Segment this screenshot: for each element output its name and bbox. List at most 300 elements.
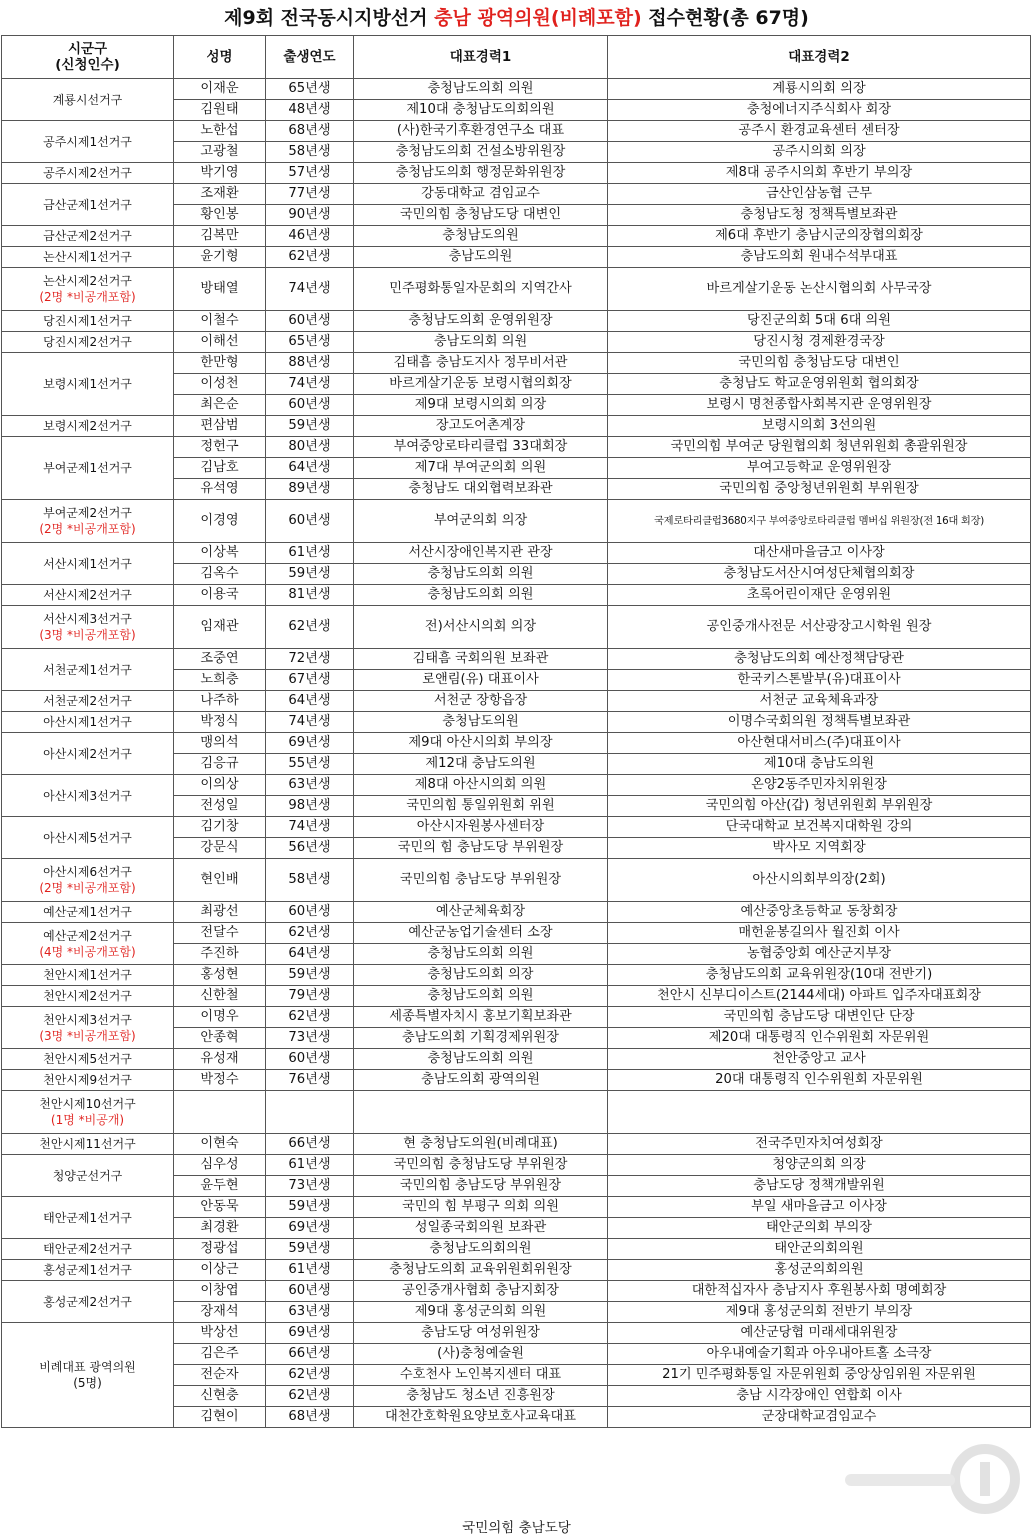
career1-cell: 제9대 아산시의회 부의장	[354, 733, 608, 754]
career1-cell: 제10대 충청남도의회의원	[354, 100, 608, 121]
birth-cell: 79년생	[266, 986, 354, 1007]
district-cell	[2, 268, 174, 311]
career1-cell: 국민의힘 충청남도당 부위원장	[354, 1155, 608, 1176]
birth-cell: 58년생	[266, 142, 354, 163]
name-cell: 맹의석	[174, 733, 266, 754]
district-name: 공주시제1선거구	[43, 134, 132, 149]
career2-cell: 농협중앙회 예산군지부장	[608, 944, 1031, 965]
header-district-sub: (신청인수)	[55, 57, 120, 73]
name-cell: 김기창	[174, 817, 266, 838]
district-cell	[2, 986, 174, 1007]
birth-cell: 60년생	[266, 311, 354, 332]
birth-cell: 69년생	[266, 1218, 354, 1239]
district-cell	[2, 691, 174, 712]
name-cell: 이해선	[174, 332, 266, 353]
career1-cell: 국민의힘 충남도당 부위원장	[354, 859, 608, 902]
district-cell	[2, 79, 174, 121]
district-cell	[2, 1134, 174, 1155]
table-row	[2, 859, 1031, 902]
career2-cell: 충남 시각장애인 연합회 이사	[608, 1386, 1031, 1407]
name-cell: 홍성현	[174, 965, 266, 986]
birth-cell: 69년생	[266, 733, 354, 754]
birth-cell: 64년생	[266, 691, 354, 712]
career1-cell: 충청남도의회 의원	[354, 564, 608, 585]
table-row	[2, 121, 1031, 142]
name-cell: 노한섭	[174, 121, 266, 142]
district-name: 서산시제3선거구	[43, 612, 132, 626]
district-name: 태안군제2선거구	[43, 1242, 132, 1256]
career1-cell: 충남도의회 의원	[354, 332, 608, 353]
district-cell	[2, 859, 174, 902]
career2-cell: 아산시의회부의장(2회)	[608, 859, 1031, 902]
birth-cell: 60년생	[266, 395, 354, 416]
career2-cell: 단국대학교 보건복지대학원 강의	[608, 817, 1031, 838]
name-cell: 안동묵	[174, 1197, 266, 1218]
title-highlight: 충남 광역의원(비례포함)	[434, 7, 642, 29]
table-row	[2, 247, 1031, 268]
district-name: 비례대표 광역의원	[39, 1360, 136, 1374]
career2-cell: 홍성군의회의원	[608, 1260, 1031, 1281]
birth-cell: 64년생	[266, 458, 354, 479]
career2-cell: 국민의힘 중앙청년위원회 부위원장	[608, 479, 1031, 500]
birth-cell: 60년생	[266, 1281, 354, 1302]
birth-cell: 62년생	[266, 1386, 354, 1407]
birth-cell: 81년생	[266, 585, 354, 606]
district-name: 금산군제2선거구	[43, 229, 132, 243]
name-cell: 안종혁	[174, 1028, 266, 1049]
career2-cell: 계룡시의회 의장	[608, 79, 1031, 100]
name-cell: 박정식	[174, 712, 266, 733]
career1-cell: 제8대 아산시의회 의원	[354, 775, 608, 796]
district-name: 아산시제5선거구	[43, 830, 132, 845]
birth-cell: 74년생	[266, 268, 354, 311]
career2-cell: 제20대 대통령직 인수위원회 자문위원	[608, 1028, 1031, 1049]
career1-cell: 예산군농업기술센터 소장	[354, 923, 608, 944]
birth-cell: 62년생	[266, 606, 354, 649]
career1-cell: 서천군 장항읍장	[354, 691, 608, 712]
name-cell: 이명우	[174, 1007, 266, 1028]
career2-cell: 금산인삼농협 근무	[608, 184, 1031, 205]
career2-cell: 국제로타리클럽3680지구 부여중앙로타리클럽 멤버십 위원장(전 16대 회장)	[608, 500, 1031, 543]
career1-cell: 김태흠 국회의원 보좌관	[354, 649, 608, 670]
birth-cell: 55년생	[266, 754, 354, 775]
career1-cell: 충청남도의회 교육위원회위원장	[354, 1260, 608, 1281]
name-cell: 이의상	[174, 775, 266, 796]
table-row	[2, 733, 1031, 754]
name-cell: 고광철	[174, 142, 266, 163]
name-cell: 김원태	[174, 100, 266, 121]
district-name: 천안시제3선거구	[43, 1012, 132, 1027]
name-cell: 노희충	[174, 670, 266, 691]
table-row	[2, 986, 1031, 1007]
name-cell: 최경환	[174, 1218, 266, 1239]
table-row	[2, 332, 1031, 353]
name-cell: 이상복	[174, 543, 266, 564]
career1-cell: 충청남도의회 건설소방위원장	[354, 142, 608, 163]
table-row	[2, 902, 1031, 923]
district-name: 서산시제2선거구	[43, 588, 132, 602]
district-cell	[2, 1049, 174, 1070]
table-row	[2, 1134, 1031, 1155]
birth-cell: 77년생	[266, 184, 354, 205]
career1-cell: 세종특별자치시 홍보기획보좌관	[354, 1007, 608, 1028]
district-cell	[2, 712, 174, 733]
career2-cell	[608, 1091, 1031, 1134]
birth-cell: 60년생	[266, 500, 354, 543]
birth-cell: 63년생	[266, 775, 354, 796]
career2-cell: 매헌윤봉길의사 월진회 이사	[608, 923, 1031, 944]
page-title	[0, 6, 1033, 30]
district-cell	[2, 1323, 174, 1428]
career1-cell: 수호천사 노인복지센터 대표	[354, 1365, 608, 1386]
district-cell	[2, 121, 174, 163]
career1-cell: 충청남도 청소년 진흥원장	[354, 1386, 608, 1407]
district-name: 아산시제6선거구	[43, 865, 132, 879]
birth-cell: 59년생	[266, 1239, 354, 1260]
career1-cell: 제7대 부여군의회 의원	[354, 458, 608, 479]
career1-cell: 대천간호학원요양보호사교육대표	[354, 1407, 608, 1428]
table-row	[2, 184, 1031, 205]
district-name: 보령시제1선거구	[43, 377, 132, 391]
career2-cell: 공주시의회 의장	[608, 142, 1031, 163]
district-cell	[2, 1281, 174, 1323]
career2-cell: 제9대 홍성군의회 전반기 부의장	[608, 1302, 1031, 1323]
table-row	[2, 923, 1031, 944]
career2-cell: 충청남도의회 예산정책담당관	[608, 649, 1031, 670]
table-row	[2, 416, 1031, 437]
birth-cell: 89년생	[266, 479, 354, 500]
career2-cell: 초록어린이재단 운영위원	[608, 585, 1031, 606]
career2-cell: 바르게살기운동 논산시협의회 사무국장	[608, 268, 1031, 311]
district-name: 금산군제1선거구	[43, 197, 132, 212]
career2-cell: 충남도당 정책개발위원	[608, 1176, 1031, 1197]
table-row	[2, 163, 1031, 184]
career1-cell: 국민의 힘 충남도당 부위원장	[354, 838, 608, 859]
career1-cell: 충남도의원	[354, 247, 608, 268]
table-row	[2, 775, 1031, 796]
table-row	[2, 691, 1031, 712]
name-cell: 유성재	[174, 1049, 266, 1070]
district-cell	[2, 500, 174, 543]
career2-cell: 박사모 지역회장	[608, 838, 1031, 859]
name-cell: 이재운	[174, 79, 266, 100]
career2-cell: 예산중앙초등학교 동창회장	[608, 902, 1031, 923]
birth-cell: 73년생	[266, 1028, 354, 1049]
district-cell	[2, 184, 174, 226]
name-cell: 한만형	[174, 353, 266, 374]
table-row	[2, 1049, 1031, 1070]
district-note: (2명 *비공개포함)	[39, 522, 136, 536]
birth-cell: 48년생	[266, 100, 354, 121]
career2-cell: 공인중개사전문 서산광장고시학원 원장	[608, 606, 1031, 649]
career1-cell: 민주평화통일자문회의 지역간사	[354, 268, 608, 311]
birth-cell: 66년생	[266, 1344, 354, 1365]
career2-cell: 청양군의회 의장	[608, 1155, 1031, 1176]
career1-cell: 성일종국회의원 보좌관	[354, 1218, 608, 1239]
birth-cell: 61년생	[266, 1155, 354, 1176]
career2-cell: 당진군의회 5대 6대 의원	[608, 311, 1031, 332]
career2-cell: 충청남도 학교운영위원회 협의회장	[608, 374, 1031, 395]
career1-cell: 충청남도의회의원	[354, 1239, 608, 1260]
career2-cell: 천안중앙고 교사	[608, 1049, 1031, 1070]
name-cell: 김옥수	[174, 564, 266, 585]
district-note: (3명 *비공개포함)	[39, 628, 136, 642]
district-cell	[2, 1239, 174, 1260]
table-row	[2, 500, 1031, 543]
candidate-table	[1, 35, 1031, 1428]
career2-cell: 대한적십자사 충남지사 후원봉사회 명예회장	[608, 1281, 1031, 1302]
career1-cell: 충청남도의회 의원	[354, 1049, 608, 1070]
district-name: 홍성군제2선거구	[43, 1294, 132, 1309]
header-birth: 출생연도	[266, 36, 354, 79]
name-cell: 김은주	[174, 1344, 266, 1365]
career2-cell: 국민의힘 충청남도당 대변인	[608, 353, 1031, 374]
career2-cell: 제8대 공주시의회 후반기 부의장	[608, 163, 1031, 184]
district-name: 천안시제1선거구	[43, 968, 132, 982]
birth-cell: 90년생	[266, 205, 354, 226]
district-cell	[2, 649, 174, 691]
birth-cell: 46년생	[266, 226, 354, 247]
district-cell	[2, 775, 174, 817]
career2-cell: 전국주민자치여성회장	[608, 1134, 1031, 1155]
birth-cell: 63년생	[266, 1302, 354, 1323]
name-cell: 전달수	[174, 923, 266, 944]
district-cell	[2, 437, 174, 500]
career2-cell: 보령시의회 3선의원	[608, 416, 1031, 437]
table-row	[2, 1091, 1031, 1134]
career1-cell: 제12대 충남도의원	[354, 754, 608, 775]
career1-cell: 바르게살기운동 보령시협의회장	[354, 374, 608, 395]
table-header-row	[2, 36, 1031, 79]
career1-cell: 충청남도의회 의장	[354, 965, 608, 986]
birth-cell: 62년생	[266, 247, 354, 268]
name-cell: 나주하	[174, 691, 266, 712]
district-cell	[2, 1091, 174, 1134]
table-row	[2, 1155, 1031, 1176]
career2-cell: 제10대 충남도의원	[608, 754, 1031, 775]
career1-cell: 국민의힘 충남도당 부위원장	[354, 1176, 608, 1197]
district-name: 서천군제1선거구	[43, 662, 132, 677]
career1-cell: 국민의힘 충청남도당 대변인	[354, 205, 608, 226]
birth-cell: 76년생	[266, 1070, 354, 1091]
career1-cell: 부여중앙로타리클럽 33대회장	[354, 437, 608, 458]
career1-cell: 강동대학교 겸임교수	[354, 184, 608, 205]
career1-cell: 충청남도의회 의원	[354, 585, 608, 606]
name-cell: 편삼범	[174, 416, 266, 437]
name-cell: 이철수	[174, 311, 266, 332]
name-cell: 윤기형	[174, 247, 266, 268]
career2-cell: 제6대 후반기 충남시군의장협의회장	[608, 226, 1031, 247]
birth-cell: 88년생	[266, 353, 354, 374]
birth-cell: 62년생	[266, 923, 354, 944]
career1-cell: 충청남도의회 운영위원장	[354, 311, 608, 332]
career1-cell: 제9대 보령시의회 의장	[354, 395, 608, 416]
career2-cell: 충청남도청 정책특별보좌관	[608, 205, 1031, 226]
birth-cell: 74년생	[266, 374, 354, 395]
career1-cell: 로앤림(유) 대표이사	[354, 670, 608, 691]
birth-cell: 60년생	[266, 902, 354, 923]
birth-cell: 64년생	[266, 944, 354, 965]
name-cell: 김응규	[174, 754, 266, 775]
name-cell: 윤두현	[174, 1176, 266, 1197]
career2-cell: 서천군 교육체육과장	[608, 691, 1031, 712]
district-name: 아산시제1선거구	[43, 715, 132, 729]
district-name: 천안시제11선거구	[39, 1137, 136, 1151]
birth-cell	[266, 1091, 354, 1134]
table-row	[2, 1070, 1031, 1091]
district-name: 부여군제1선거구	[43, 461, 132, 475]
name-cell: 현인배	[174, 859, 266, 902]
name-cell: 조재환	[174, 184, 266, 205]
name-cell: 박정수	[174, 1070, 266, 1091]
name-cell: 심우성	[174, 1155, 266, 1176]
name-cell: 신현충	[174, 1386, 266, 1407]
career2-cell: 충청남도서산시여성단체협의회장	[608, 564, 1031, 585]
career1-cell: (사)충청예술원	[354, 1344, 608, 1365]
district-name: 보령시제2선거구	[43, 419, 132, 433]
career2-cell: 아우내예술기획과 아우내아트홀 소극장	[608, 1344, 1031, 1365]
news-logo-watermark	[835, 1444, 1025, 1514]
name-cell: 김남호	[174, 458, 266, 479]
table-row	[2, 1239, 1031, 1260]
district-name: 아산시제3선거구	[43, 788, 132, 803]
birth-cell: 59년생	[266, 564, 354, 585]
table-row	[2, 1323, 1031, 1344]
career2-cell: 당진시청 경제환경국장	[608, 332, 1031, 353]
birth-cell: 66년생	[266, 1134, 354, 1155]
table-row	[2, 311, 1031, 332]
birth-cell: 73년생	[266, 1176, 354, 1197]
district-cell	[2, 1007, 174, 1049]
table-row	[2, 79, 1031, 100]
table-body	[2, 79, 1031, 1428]
birth-cell: 58년생	[266, 859, 354, 902]
district-cell	[2, 226, 174, 247]
district-cell	[2, 332, 174, 353]
district-cell	[2, 247, 174, 268]
career1-cell: 충청남도 대외협력보좌관	[354, 479, 608, 500]
district-note: (4명 *비공개포함)	[39, 944, 136, 959]
career1-cell: 서산시장애인복지관 관장	[354, 543, 608, 564]
career2-cell: 군장대학교겸임교수	[608, 1407, 1031, 1428]
table-row	[2, 543, 1031, 564]
district-name: 논산시제2선거구	[43, 274, 132, 288]
district-name: 서산시제1선거구	[43, 556, 132, 571]
district-cell	[2, 1155, 174, 1197]
career1-cell: 충청남도의원	[354, 226, 608, 247]
district-cell	[2, 733, 174, 775]
district-name: 홍성군제1선거구	[43, 1263, 132, 1277]
district-cell	[2, 353, 174, 416]
table-row	[2, 1197, 1031, 1218]
career1-cell: 장고도어촌계장	[354, 416, 608, 437]
career2-cell: 천안시 신부디이스트(2144세대) 아파트 입주자대표회장	[608, 986, 1031, 1007]
footer-source: 국민의힘 충남도당	[462, 1520, 571, 1536]
career2-cell: 예산군당협 미래세대위원장	[608, 1323, 1031, 1344]
district-cell	[2, 902, 174, 923]
name-cell: 강문식	[174, 838, 266, 859]
district-cell	[2, 923, 174, 965]
career1-cell: 부여군의회 의장	[354, 500, 608, 543]
district-name: 천안시제2선거구	[43, 989, 132, 1003]
career2-cell: 보령시 명천종합사회복지관 운영위원장	[608, 395, 1031, 416]
name-cell: 조중연	[174, 649, 266, 670]
district-cell	[2, 585, 174, 606]
career2-cell: 이명수국회의원 정책특별보좌관	[608, 712, 1031, 733]
district-cell	[2, 606, 174, 649]
birth-cell: 65년생	[266, 79, 354, 100]
district-name: 청양군선거구	[52, 1168, 123, 1183]
district-name: 천안시제5선거구	[43, 1052, 132, 1066]
name-cell: 이성천	[174, 374, 266, 395]
name-cell: 황인봉	[174, 205, 266, 226]
name-cell: 박상선	[174, 1323, 266, 1344]
header-name: 성명	[174, 36, 266, 79]
district-name: 부여군제2선거구	[43, 506, 132, 520]
birth-cell: 74년생	[266, 817, 354, 838]
career1-cell: 전)서산시의회 의장	[354, 606, 608, 649]
district-name: 아산시제2선거구	[43, 746, 132, 761]
district-name: 계룡시선거구	[52, 92, 123, 107]
table-row	[2, 268, 1031, 311]
name-cell: 주진하	[174, 944, 266, 965]
table-row	[2, 437, 1031, 458]
birth-cell: 69년생	[266, 1323, 354, 1344]
birth-cell: 59년생	[266, 965, 354, 986]
table-row	[2, 712, 1031, 733]
career1-cell: 예산군체육회장	[354, 902, 608, 923]
district-cell	[2, 311, 174, 332]
career1-cell: 충남도당 여성위원장	[354, 1323, 608, 1344]
career2-cell: 온양2동주민자치위원장	[608, 775, 1031, 796]
career1-cell: 충청남도의회 의원	[354, 944, 608, 965]
district-cell	[2, 1070, 174, 1091]
career1-cell: 제9대 홍성군의회 의원	[354, 1302, 608, 1323]
birth-cell: 61년생	[266, 543, 354, 564]
career2-cell: 부여고등학교 운영위원장	[608, 458, 1031, 479]
district-name: 당진시제1선거구	[43, 314, 132, 328]
career2-cell: 충청에너지주식회사 회장	[608, 100, 1031, 121]
name-cell: 이현숙	[174, 1134, 266, 1155]
career1-cell: 국민의 힘 부평구 의회 의원	[354, 1197, 608, 1218]
career2-cell: 부일 새마을금고 이사장	[608, 1197, 1031, 1218]
table-row	[2, 1281, 1031, 1302]
title-suffix: 접수현황(총 67명)	[641, 7, 809, 29]
district-cell	[2, 1197, 174, 1239]
district-cell	[2, 416, 174, 437]
table-row	[2, 353, 1031, 374]
birth-cell: 62년생	[266, 1365, 354, 1386]
career2-cell: 충남도의회 원내수석부대표	[608, 247, 1031, 268]
table-row	[2, 649, 1031, 670]
birth-cell: 59년생	[266, 1197, 354, 1218]
name-cell	[174, 1091, 266, 1134]
career2-cell: 20대 대통령직 인수위원회 자문위원	[608, 1070, 1031, 1091]
career1-cell: 현 충청남도의원(비례대표)	[354, 1134, 608, 1155]
career2-cell: 한국키스톤발부(유)대표이사	[608, 670, 1031, 691]
birth-cell: 68년생	[266, 1407, 354, 1428]
career2-cell: 공주시 환경교육센터 센터장	[608, 121, 1031, 142]
name-cell: 최광선	[174, 902, 266, 923]
table-row	[2, 817, 1031, 838]
name-cell: 신한철	[174, 986, 266, 1007]
name-cell: 방태열	[174, 268, 266, 311]
career1-cell: 김태흠 충남도지사 정무비서관	[354, 353, 608, 374]
birth-cell: 65년생	[266, 332, 354, 353]
table-row	[2, 606, 1031, 649]
district-note: (1명 *비공개)	[50, 1113, 125, 1127]
birth-cell: 74년생	[266, 712, 354, 733]
